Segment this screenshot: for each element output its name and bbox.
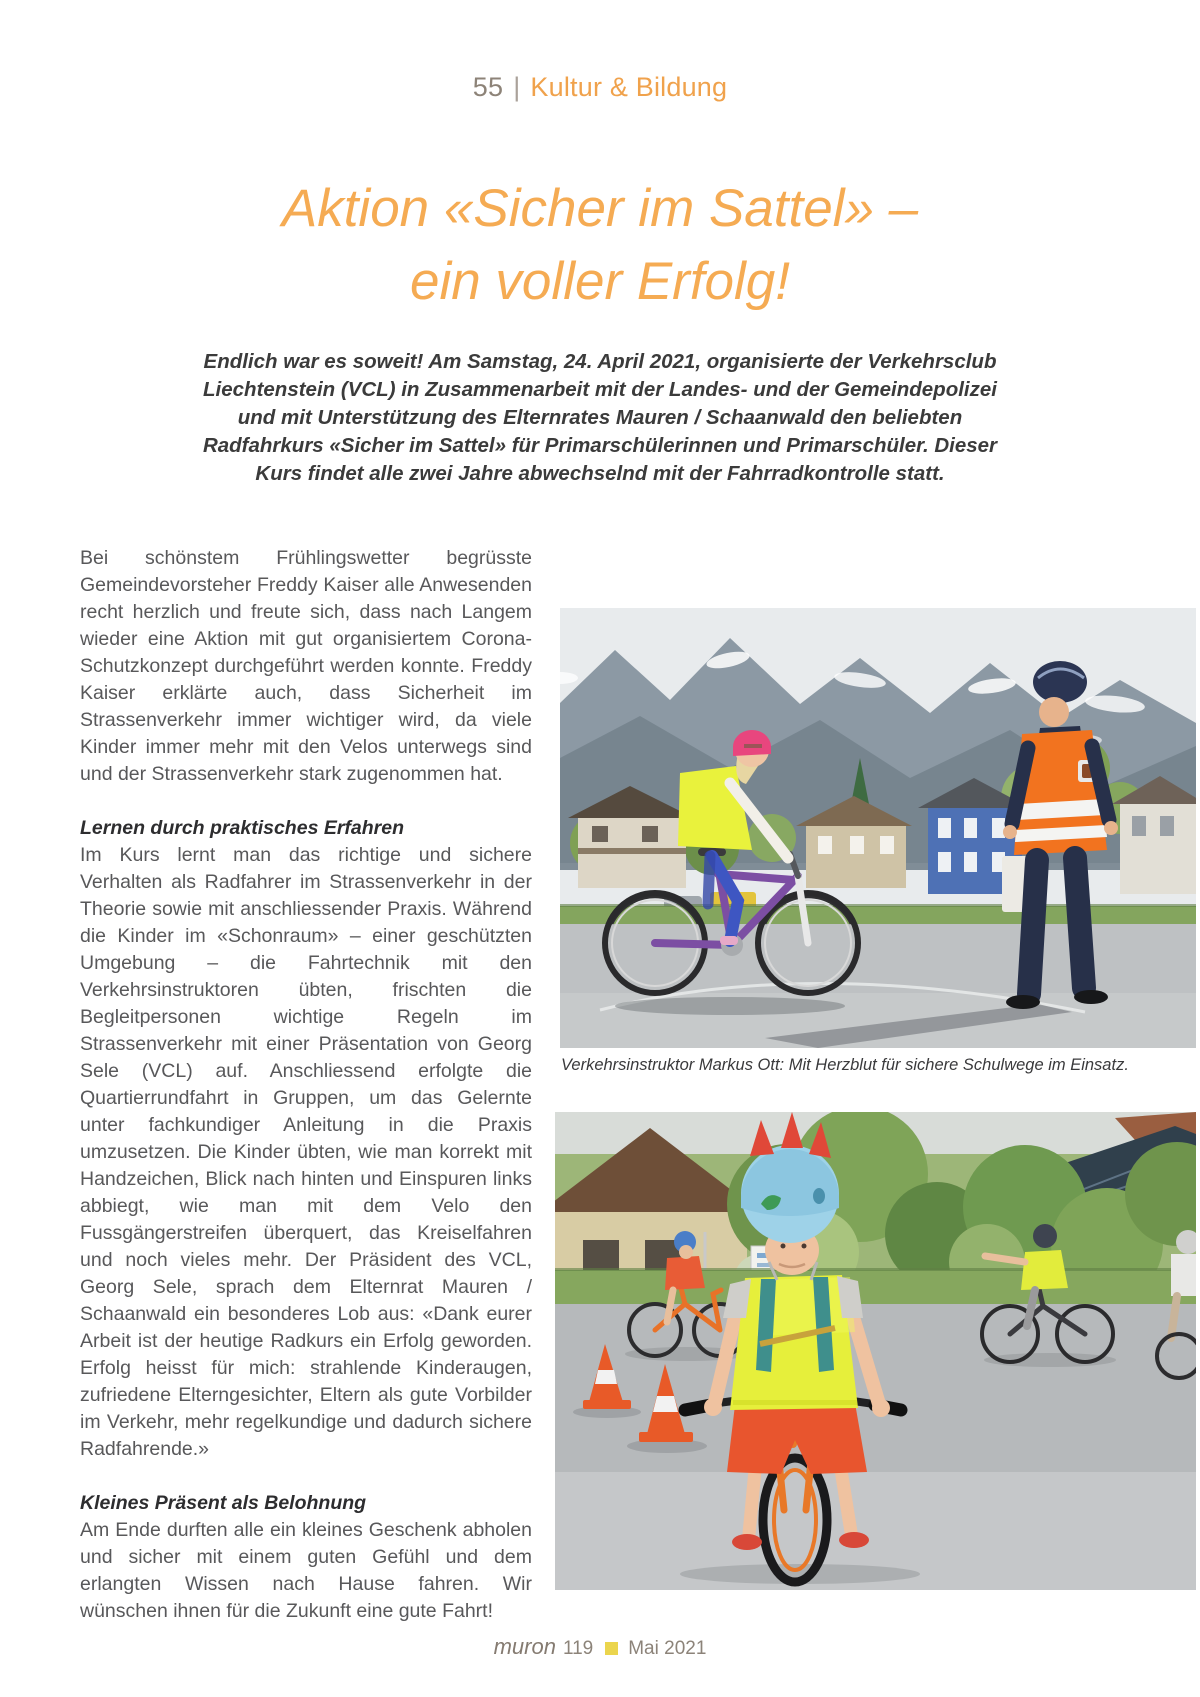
lead-paragraph: Endlich war es soweit! Am Samstag, 24. April 2021, organisierte der Verkehrsclub Liechtenstein (VCL) in Zusammenarbeit mit der Landes- und der Gemeindepolizei und mit Unterstützung des Elternrates Mauren / Schaanwald den beliebten Radfahrkurs «Sicher im Sattel» für Primarschülerinnen und Primarschüler. Dieser Kurs findet alle zwei Jahre abwechselnd mit der Fahrradkontrolle statt. bbox=[202, 350, 998, 485]
photo-1-caption: Verkehrsinstruktor Markus Ott: Mit Herzblut für sichere Schulwege im Einsatz. bbox=[561, 1056, 1129, 1074]
article-title-line1: Aktion «Sicher im Sattel» – bbox=[281, 179, 919, 238]
grass-strip bbox=[560, 906, 1196, 926]
photo-1-illustration bbox=[560, 608, 1196, 1048]
body-paragraph-3: Am Ende durften alle ein kleines Geschenk abholen und sicher mit einem guten Gefühl und dem erlangten Wissen nach Hause fahren. Wir wünschen ihnen für die Zukunft eine gute Fahrt! bbox=[80, 1519, 532, 1622]
magazine-name: muron bbox=[493, 1634, 556, 1659]
page-number: 55 bbox=[472, 72, 504, 102]
footer-separator-square-icon bbox=[605, 1642, 618, 1655]
article-body-column bbox=[80, 545, 532, 1652]
body-paragraph-1: Bei schönstem Frühlingswetter begrüsste Gemeindevorsteher Freddy Kaiser alle Anwesenden recht herzlich und freute sich, dass nach Langem wieder eine Aktion mit gut organisiertem Corona-Schutzkonzept durchgeführt werden konnte. Freddy Kaiser erklärte auch, dass Sicherheit im Strassenverkehr immer wichtiger wird, da viele Kinder immer mehr mit den Velos unterwegs sind und der Strassenverkehr stark zugenommen hat. bbox=[80, 547, 532, 785]
photo-instructor-scene bbox=[560, 608, 1196, 1048]
page-footer bbox=[0, 1634, 1200, 1660]
article-title-line2: ein voller Erfolg! bbox=[409, 252, 790, 311]
issue-date: Mai 2021 bbox=[628, 1638, 707, 1659]
subheading-2: Kleines Präsent als Belohnung bbox=[80, 1492, 367, 1514]
photo-course-scene bbox=[555, 1112, 1196, 1590]
subheading-1: Lernen durch praktisches Erfahren bbox=[80, 817, 405, 839]
article-title bbox=[0, 172, 1200, 318]
page-header bbox=[0, 72, 1200, 103]
photo-2-illustration bbox=[555, 1112, 1196, 1590]
section-label: Kultur & Bildung bbox=[530, 72, 728, 102]
body-paragraph-2: Im Kurs lernt man das richtige und sichere Verhalten als Radfahrer im Strassenverkehr in der Theorie sowie mit anschliessender Praxis. Während die Kinder im «Schonraum» – einer geschützten Umgebung – die Fahrtechnik mit den Verkehrsinstruktoren übten, frischten die Begleitpersonen wichtige Regeln im Strassenverkehr mit einer Präsentation von Georg Sele (VCL) auf. Anschliessend erfolgte die Quartierrundfahrt in Gruppen, um das Gelernte unter fachkundiger Anleitung in die Praxis umzusetzen. Die Kinder übten, wie man korrekt mit Handzeichen, Blick nach hinten und Einspuren links abbiegt, wie man mit dem Velo den Fussgängerstreifen überquert, das Kreiselfahren und noch vieles mehr. Der Präsident des VCL, Georg Sele, sprach dem Elternrat Mauren / Schaanwald ein besonderes Lob aus: «Dank eurer Arbeit ist der heutige Radkurs ein Erfolg geworden. Erfolg heisst für mich: strahlende Kinderaugen, zufriedene Elterngesichter, Eltern als gute Vorbilder im Verkehr, mehr regelkundige und dadurch sichere Radfahrende.» bbox=[80, 844, 532, 1460]
header-separator: | bbox=[513, 72, 521, 102]
issue-number: 119 bbox=[562, 1638, 594, 1659]
